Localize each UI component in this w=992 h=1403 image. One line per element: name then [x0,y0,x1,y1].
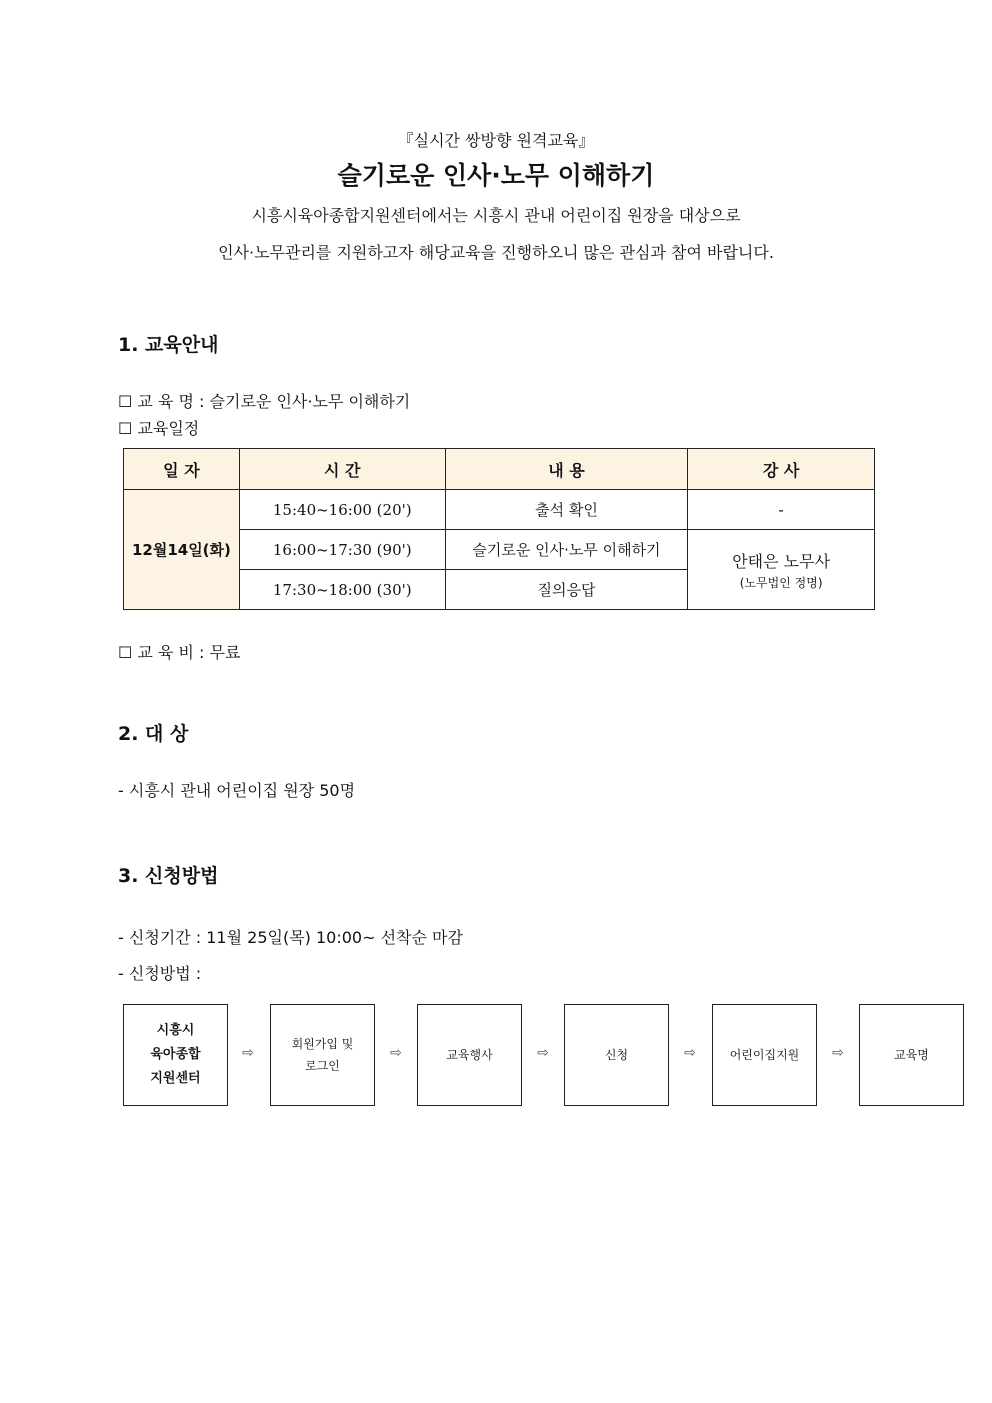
target-line: - 시흥시 관내 어린이집 원장 50명 [118,781,356,800]
section-3-title: 3. 신청방법 [118,865,219,887]
schedule-table [123,448,875,610]
flow-step-login-line: 로그인 [305,1059,340,1073]
instructor-name: 안태은 노무사 [732,551,831,571]
content-cell: 출석 확인 [445,490,688,530]
flow-step-center-line: 육아종합 [150,1047,201,1062]
flow-step-center-line: 지원센터 [150,1071,201,1086]
time-cell: 16:00~17:30 (90') [239,530,445,570]
time-cell: 17:30~18:00 (30') [239,570,445,610]
table-header-row [124,449,875,490]
header-date: 일 자 [124,449,240,490]
arrow-right-icon: ⇨ [537,1045,549,1061]
header-content: 내 용 [445,449,688,490]
flow-step-login-line: 회원가입 및 [291,1037,354,1051]
flow-step-daycare-support: 어린이집지원 [712,1004,817,1106]
date-cell: 12월14일(화) [124,490,240,610]
instructor-affiliation: (노무법인 정명) [739,575,823,590]
section-1-title: 1. 교육안내 [118,334,219,356]
period-line: - 신청기간 : 11월 25일(목) 10:00~ 선착순 마감 [118,928,463,947]
section-2-title: 2. 대 상 [118,723,189,745]
arrow-right-icon: ⇨ [242,1045,254,1061]
document-subtitle: 『실시간 쌍방향 원격교육』 [397,131,595,150]
time-cell: 15:40~16:00 (20') [239,490,445,530]
document-title: 슬기로운 인사·노무 이해하기 [337,161,655,190]
flow-step-login [270,1004,375,1106]
course-name-line: ☐ 교 육 명 : 슬기로운 인사·노무 이해하기 [118,392,411,411]
instructor-cell [688,530,875,610]
schedule-label: ☐ 교육일정 [118,419,200,438]
table-row [124,490,875,530]
arrow-right-icon: ⇨ [684,1045,696,1061]
intro-line-1: 시흥시육아종합지원센터에서는 시흥시 관내 어린이집 원장을 대상으로 [251,206,741,225]
header-instructor: 강 사 [688,449,875,490]
content-cell: 질의응답 [445,570,688,610]
fee-line: ☐ 교 육 비 : 무료 [118,643,241,662]
intro-line-2: 인사·노무관리를 지원하고자 해당교육을 진행하오니 많은 관심과 참여 바랍니다. [218,243,774,262]
method-label: - 신청방법 : [118,964,202,983]
arrow-right-icon: ⇨ [832,1045,844,1061]
arrow-right-icon: ⇨ [390,1045,402,1061]
flow-step-center [123,1004,228,1106]
flow-step-course-name: 교육명 [859,1004,964,1106]
flow-step-center-line: 시흥시 [156,1023,195,1038]
flow-step-apply: 신청 [564,1004,669,1106]
instructor-cell: - [688,490,875,530]
content-cell: 슬기로운 인사·노무 이해하기 [445,530,688,570]
flow-step-event: 교육행사 [417,1004,522,1106]
header-time: 시 간 [239,449,445,490]
